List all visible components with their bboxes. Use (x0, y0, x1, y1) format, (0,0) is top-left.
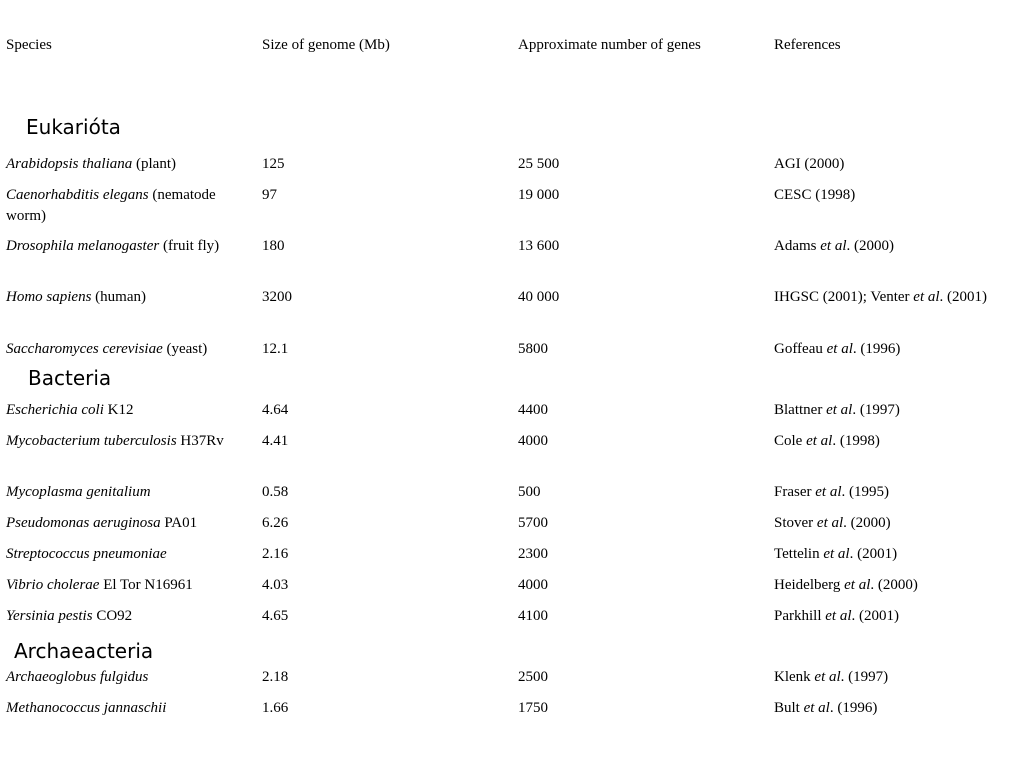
genome-size-cell: 2.18 (262, 669, 289, 685)
reference-part: et al (806, 433, 833, 449)
species-name: Homo sapiens (6, 289, 92, 305)
section-title: Bacteria (28, 366, 112, 390)
gene-count-cell: 13 600 (518, 238, 560, 254)
gene-count-cell: 5800 (518, 341, 548, 357)
reference-part: . (2001) (939, 289, 988, 305)
reference-part: Fraser (774, 484, 816, 500)
genome-size-cell: 1.66 (262, 700, 289, 716)
reference-part: . (1998) (832, 433, 880, 449)
species-name: Methanococcus jannaschii (6, 700, 167, 716)
species-cell (6, 482, 246, 503)
species-name: Yersinia pestis (6, 608, 93, 624)
species-descriptor: (fruit fly) (159, 238, 220, 254)
genome-size-cell: 2.16 (262, 546, 289, 562)
species-name: Arabidopsis thaliana (6, 156, 133, 172)
header-references: References (774, 37, 841, 53)
species-name: Mycoplasma genitalium (6, 484, 151, 500)
species-cell (6, 698, 246, 719)
species-cell (6, 513, 246, 534)
genome-size-cell: 4.65 (262, 608, 289, 624)
genome-size-cell: 125 (262, 156, 285, 172)
reference-part: Heidelberg (774, 577, 845, 593)
reference-cell (774, 431, 1014, 452)
reference-part: . (1996) (829, 700, 878, 716)
species-cell (6, 339, 246, 360)
genome-size-cell: 180 (262, 238, 285, 254)
gene-count-cell: 4000 (518, 577, 548, 593)
header-genome-size: Size of genome (Mb) (262, 37, 390, 53)
genome-size-cell: 6.26 (262, 515, 289, 531)
gene-count-cell: 2500 (518, 669, 548, 685)
gene-count-cell: 4000 (518, 433, 548, 449)
reference-cell (774, 667, 1014, 688)
reference-cell (774, 513, 1014, 534)
reference-cell (774, 236, 1014, 257)
reference-part: . (2000) (846, 238, 894, 254)
header-species: Species (6, 37, 52, 53)
reference-part: et al (820, 238, 847, 254)
reference-cell (774, 287, 1014, 308)
reference-part: . (2001) (851, 608, 899, 624)
species-descriptor: (plant) (132, 156, 176, 172)
reference-part: et al (913, 289, 940, 305)
gene-count-cell: 500 (518, 484, 541, 500)
gene-count-cell: 4400 (518, 402, 548, 418)
species-name: Vibrio cholerae (6, 577, 100, 593)
species-name: Streptococcus pneumoniae (6, 546, 167, 562)
species-cell (6, 154, 246, 175)
reference-cell (774, 154, 1014, 175)
species-cell (6, 185, 246, 227)
section-title: Eukarióta (26, 115, 121, 139)
reference-part: . (1997) (840, 669, 889, 685)
reference-part: Cole (774, 433, 807, 449)
reference-part: . (1997) (852, 402, 900, 418)
species-name: Saccharomyces cerevisiae (6, 341, 163, 357)
species-descriptor: PA01 (160, 515, 198, 531)
reference-part: et al (825, 608, 852, 624)
reference-part: Goffeau (774, 341, 827, 357)
gene-count-cell: 25 500 (518, 156, 560, 172)
reference-part: et al (815, 484, 842, 500)
reference-part: AGI (2000) (774, 156, 845, 172)
species-cell (6, 575, 246, 596)
reference-part: Blattner (774, 402, 827, 418)
species-descriptor: (nematode worm) (6, 187, 216, 224)
reference-part: et al (826, 402, 853, 418)
species-descriptor: El Tor N16961 (99, 577, 193, 593)
species-descriptor: CO92 (92, 608, 133, 624)
reference-part: et al (803, 700, 830, 716)
reference-part: et al (823, 546, 850, 562)
species-name: Mycobacterium tuberculosis (6, 433, 177, 449)
reference-part: . (2000) (870, 577, 918, 593)
section-title: Archaeacteria (14, 639, 154, 663)
gene-count-cell: 5700 (518, 515, 548, 531)
reference-cell (774, 544, 1014, 565)
reference-part: . (2001) (849, 546, 898, 562)
species-name: Escherichia coli (6, 402, 104, 418)
reference-cell (774, 698, 1014, 719)
reference-part: CESC (1998) (774, 187, 856, 203)
reference-part: IHGSC (2001); Venter (774, 289, 914, 305)
genome-size-cell: 3200 (262, 289, 292, 305)
gene-count-cell: 1750 (518, 700, 548, 716)
species-descriptor: K12 (103, 402, 134, 418)
reference-part: et al (844, 577, 871, 593)
species-name: Pseudomonas aeruginosa (6, 515, 161, 531)
species-cell (6, 606, 246, 627)
species-descriptor: H37Rv (176, 433, 224, 449)
species-cell (6, 400, 246, 421)
reference-part: et al (814, 669, 841, 685)
gene-count-cell: 19 000 (518, 187, 560, 203)
genome-size-cell: 4.41 (262, 433, 289, 449)
reference-part: Bult (774, 700, 804, 716)
species-name: Archaeoglobus fulgidus (6, 669, 149, 685)
reference-cell (774, 400, 1014, 421)
header-genes: Approximate number of genes (518, 37, 701, 53)
gene-count-cell: 40 000 (518, 289, 560, 305)
reference-cell (774, 482, 1014, 503)
reference-cell (774, 185, 1014, 206)
reference-part: et al (826, 341, 853, 357)
species-cell (6, 287, 246, 308)
species-cell (6, 236, 246, 257)
reference-part: . (2000) (843, 515, 891, 531)
species-descriptor: (yeast) (162, 341, 208, 357)
genome-size-cell: 4.64 (262, 402, 289, 418)
gene-count-cell: 2300 (518, 546, 548, 562)
genome-size-cell: 4.03 (262, 577, 289, 593)
species-name: Drosophila melanogaster (6, 238, 160, 254)
reference-cell (774, 339, 1014, 360)
reference-cell (774, 606, 1014, 627)
reference-part: . (1995) (841, 484, 889, 500)
genome-size-cell: 97 (262, 187, 277, 203)
reference-part: Adams (774, 238, 821, 254)
species-cell (6, 431, 246, 452)
reference-cell (774, 575, 1014, 596)
gene-count-cell: 4100 (518, 608, 548, 624)
species-cell (6, 544, 246, 565)
reference-part: Tettelin (774, 546, 824, 562)
reference-part: Parkhill (774, 608, 826, 624)
reference-part: . (1996) (852, 341, 901, 357)
genome-size-cell: 0.58 (262, 484, 289, 500)
genome-size-cell: 12.1 (262, 341, 289, 357)
reference-part: et al (816, 515, 844, 531)
species-cell (6, 667, 246, 688)
reference-part: Stover (774, 515, 817, 531)
species-descriptor: (human) (91, 289, 146, 305)
reference-part: Klenk (774, 669, 815, 685)
species-name: Caenorhabditis elegans (6, 187, 149, 203)
